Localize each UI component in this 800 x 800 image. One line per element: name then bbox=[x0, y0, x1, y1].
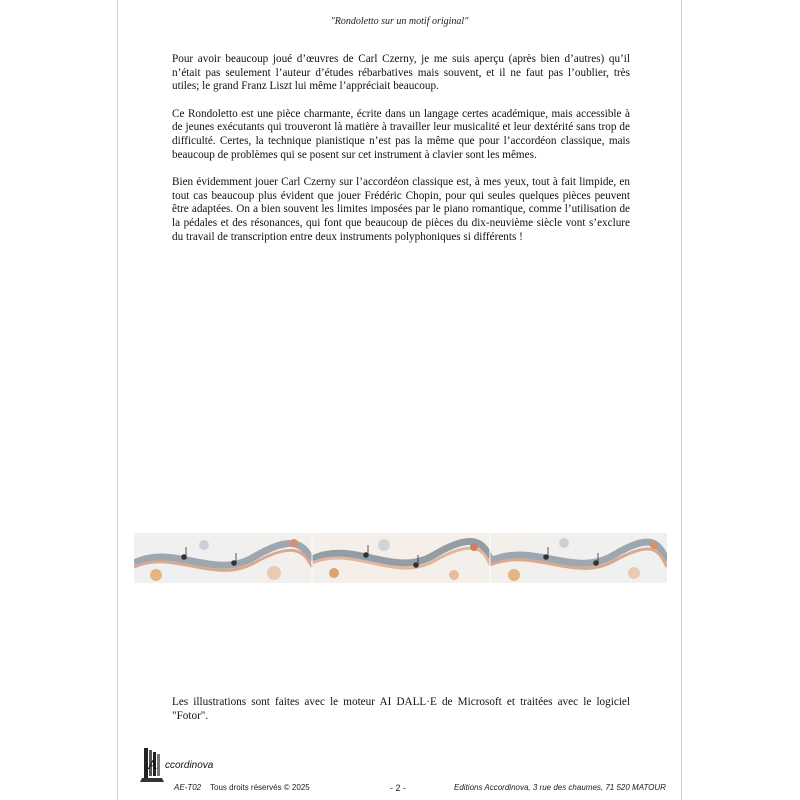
paragraph-3: Bien évidemment jouer Carl Czerny sur l’accordéon classique est, à mes yeux, tout à fait limpide, en tout cas beaucoup plus évident que jouer Frédéric Chopin, pour qui seules quelques pièces peuvent être adaptées. On a bien souvent les limites imposées par le piano romantique, comme l’utilisation de la pédales et des résonances, qui font que beaucoup de pièces du dix-neuvième siècle vont s’exclure du travail de transcription entre deux instruments polyphoniques si différents ! bbox=[172, 176, 630, 243]
music-banner-illustration bbox=[134, 533, 667, 583]
illustration-credit: Les illustrations sont faites avec le moteur AI DALL·E de Microsoft et traitées avec le logiciel "Fotor". bbox=[172, 696, 630, 722]
page-header-title: "Rondoletto sur un motif original" bbox=[330, 16, 469, 27]
paragraph-2: Ce Rondoletto est une pièce charmante, écrite dans un langage certes académique, mais accessible à de jeunes exécutants qui trouveront là matière à travailler leur musicalité et leur dextérité sans trop de difficulté. Certes, la technique pianistique n’est pas la même que pour l’accordéon classique, mais beaucoup de problèmes qui se posent sur cet instrument à clavier sont les mêmes. bbox=[172, 107, 630, 161]
body-text bbox=[172, 53, 630, 258]
svg-text:A: A bbox=[148, 758, 158, 773]
logo-text: ccordinova bbox=[165, 760, 214, 771]
footer-document-code: AE-T02 bbox=[174, 783, 202, 792]
paragraph-1: Pour avoir beaucoup joué d’œuvres de Carl Czerny, je me suis aperçu (après bien d’autres) qu’il n’était pas seulement l’auteur d’études rébarbatives mais souvent, et il ne faut pas l’oublier, très utiles; le grand Franz Liszt lui même l’appréciait beaucoup. bbox=[172, 53, 630, 93]
footer-copyright: Tous droits réservés © 2025 bbox=[210, 783, 310, 792]
page-frame bbox=[117, 0, 682, 800]
footer-page-number: - 2 - bbox=[390, 783, 407, 793]
footer-publisher: Editions Accordinova, 3 rue des chaumes, 71 520 MATOUR bbox=[454, 783, 666, 792]
